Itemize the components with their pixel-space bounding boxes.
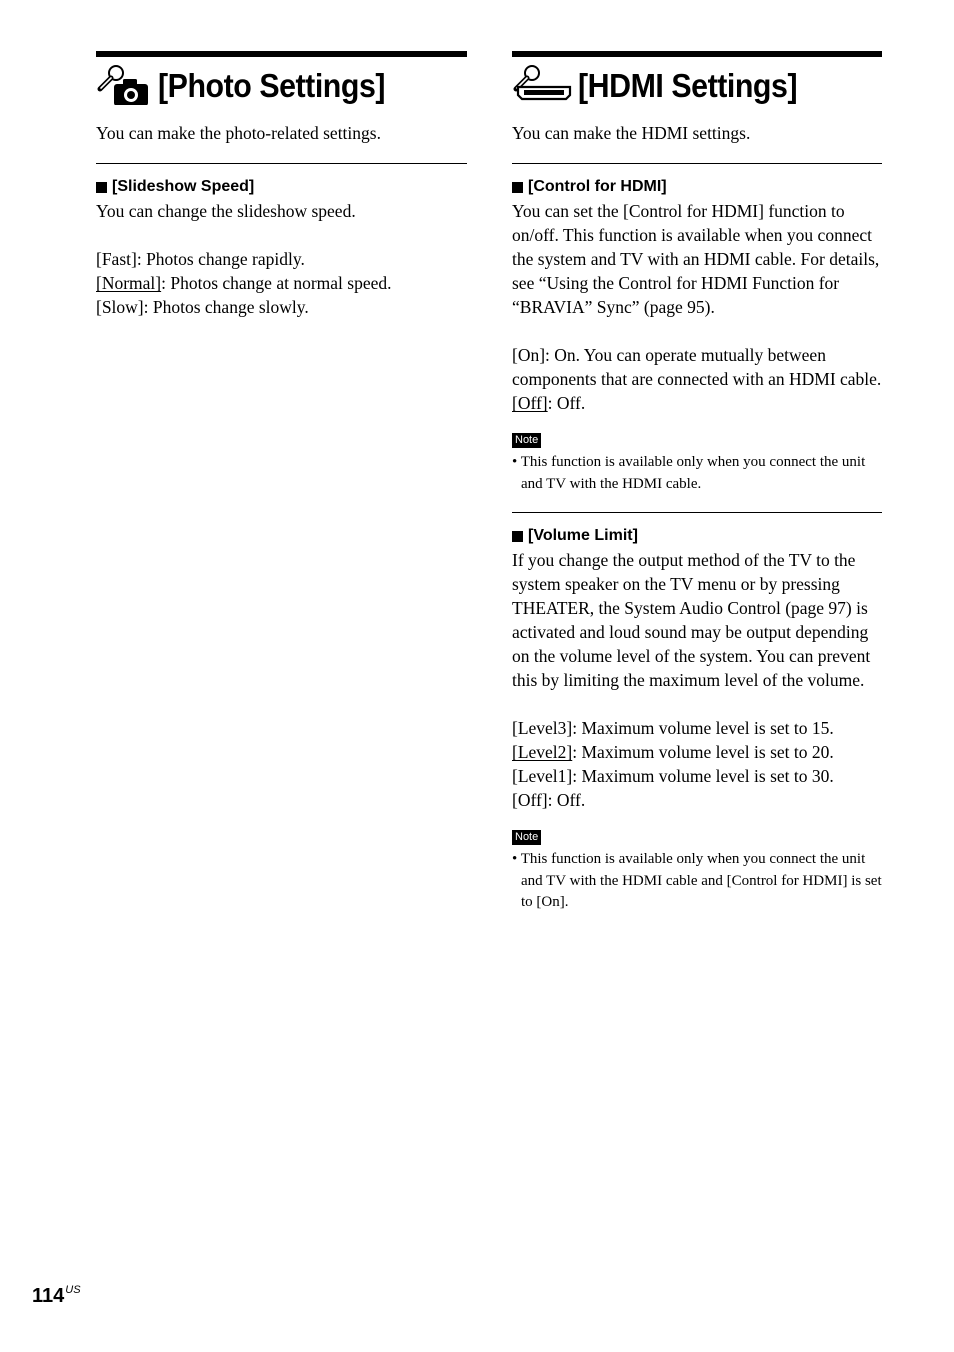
option-text: : Off. [547, 393, 586, 413]
note-text: • This function is available only when you connect the unit and TV with the HDMI cable. [512, 454, 866, 492]
option-line [512, 343, 882, 391]
option-key: [Level3] [512, 718, 573, 738]
option-key: [Off] [512, 790, 548, 810]
note-badge: Note [512, 830, 541, 845]
divider [512, 512, 882, 513]
volume-limit-body [512, 548, 882, 812]
photo-intro: You can make the photo-related settings. [96, 123, 381, 143]
hdmi-settings-column [512, 51, 882, 914]
option-line [96, 247, 467, 271]
option-line [512, 788, 882, 812]
slideshow-speed-body [96, 199, 467, 319]
note-text: • This function is available only when you connect the unit and TV with the HDMI cable and [Control for HDMI] is set to [On]. [512, 851, 882, 910]
square-bullet-icon [512, 531, 523, 542]
slideshow-speed-title: [Slideshow Speed] [112, 178, 255, 195]
option-text: : Maximum volume level is set to 15. [572, 718, 834, 738]
page-number-suffix: US [65, 1284, 81, 1296]
option-key-default: [Normal] [96, 273, 162, 293]
photo-settings-column [96, 51, 467, 319]
option-key: [Slow] [96, 297, 144, 317]
option-key-default: [Off] [512, 393, 548, 413]
hdmi-settings-heading [512, 57, 882, 115]
control-for-hdmi-title: [Control for HDMI] [528, 178, 667, 195]
photo-settings-icon [96, 63, 152, 110]
option-key: [On] [512, 345, 546, 365]
hdmi-intro: You can make the HDMI settings. [512, 123, 751, 143]
option-line [512, 391, 882, 415]
option-text: : Photos change at normal speed. [161, 273, 392, 293]
option-text: : Maximum volume level is set to 20. [572, 742, 834, 762]
option-line [96, 295, 467, 319]
option-text: : Photos change rapidly. [136, 249, 305, 269]
divider [512, 163, 882, 164]
slideshow-speed-heading [96, 177, 467, 197]
page-number [32, 1284, 81, 1308]
volume-limit-heading [512, 526, 882, 546]
volume-limit-description: If you change the output method of the TV to the system speaker on the TV menu or by pressing THEATER, the System Audio Control (page 97) is activated and loud sound may be output depending on the volume level of the system. You can prevent this by limiting the maximum level of the volume. [512, 550, 871, 690]
square-bullet-icon [512, 182, 523, 193]
page-title-hdmi-settings: [HDMI Settings] [578, 67, 798, 104]
page-title-photo-settings: [Photo Settings] [158, 67, 386, 104]
slideshow-speed-description: You can change the slideshow speed. [96, 201, 356, 221]
photo-settings-heading [96, 57, 467, 115]
option-text: : Photos change slowly. [143, 297, 309, 317]
option-key: [Level1] [512, 766, 573, 786]
option-text: : On. You can operate mutually between components that are connected with an HDMI cable. [512, 345, 882, 389]
note-badge: Note [512, 433, 541, 448]
option-line [96, 271, 467, 295]
control-for-hdmi-body [512, 199, 882, 415]
option-line [512, 740, 882, 764]
option-text: : Maximum volume level is set to 30. [572, 766, 834, 786]
option-line [512, 716, 882, 740]
option-text: : Off. [547, 790, 586, 810]
option-key-default: [Level2] [512, 742, 573, 762]
option-line [512, 764, 882, 788]
square-bullet-icon [96, 182, 107, 193]
control-for-hdmi-heading [512, 177, 882, 197]
control-for-hdmi-description: You can set the [Control for HDMI] function to on/off. This function is available when you connect the system and TV with an HDMI cable. For details, see “Using the Control for HDMI Function for “BRAVIA” Sync” (page 95). [512, 201, 880, 317]
divider [96, 163, 467, 164]
page-number-value: 114 [32, 1285, 65, 1307]
hdmi-settings-icon [512, 63, 572, 110]
volume-limit-title: [Volume Limit] [528, 527, 638, 544]
option-key: [Fast] [96, 249, 137, 269]
